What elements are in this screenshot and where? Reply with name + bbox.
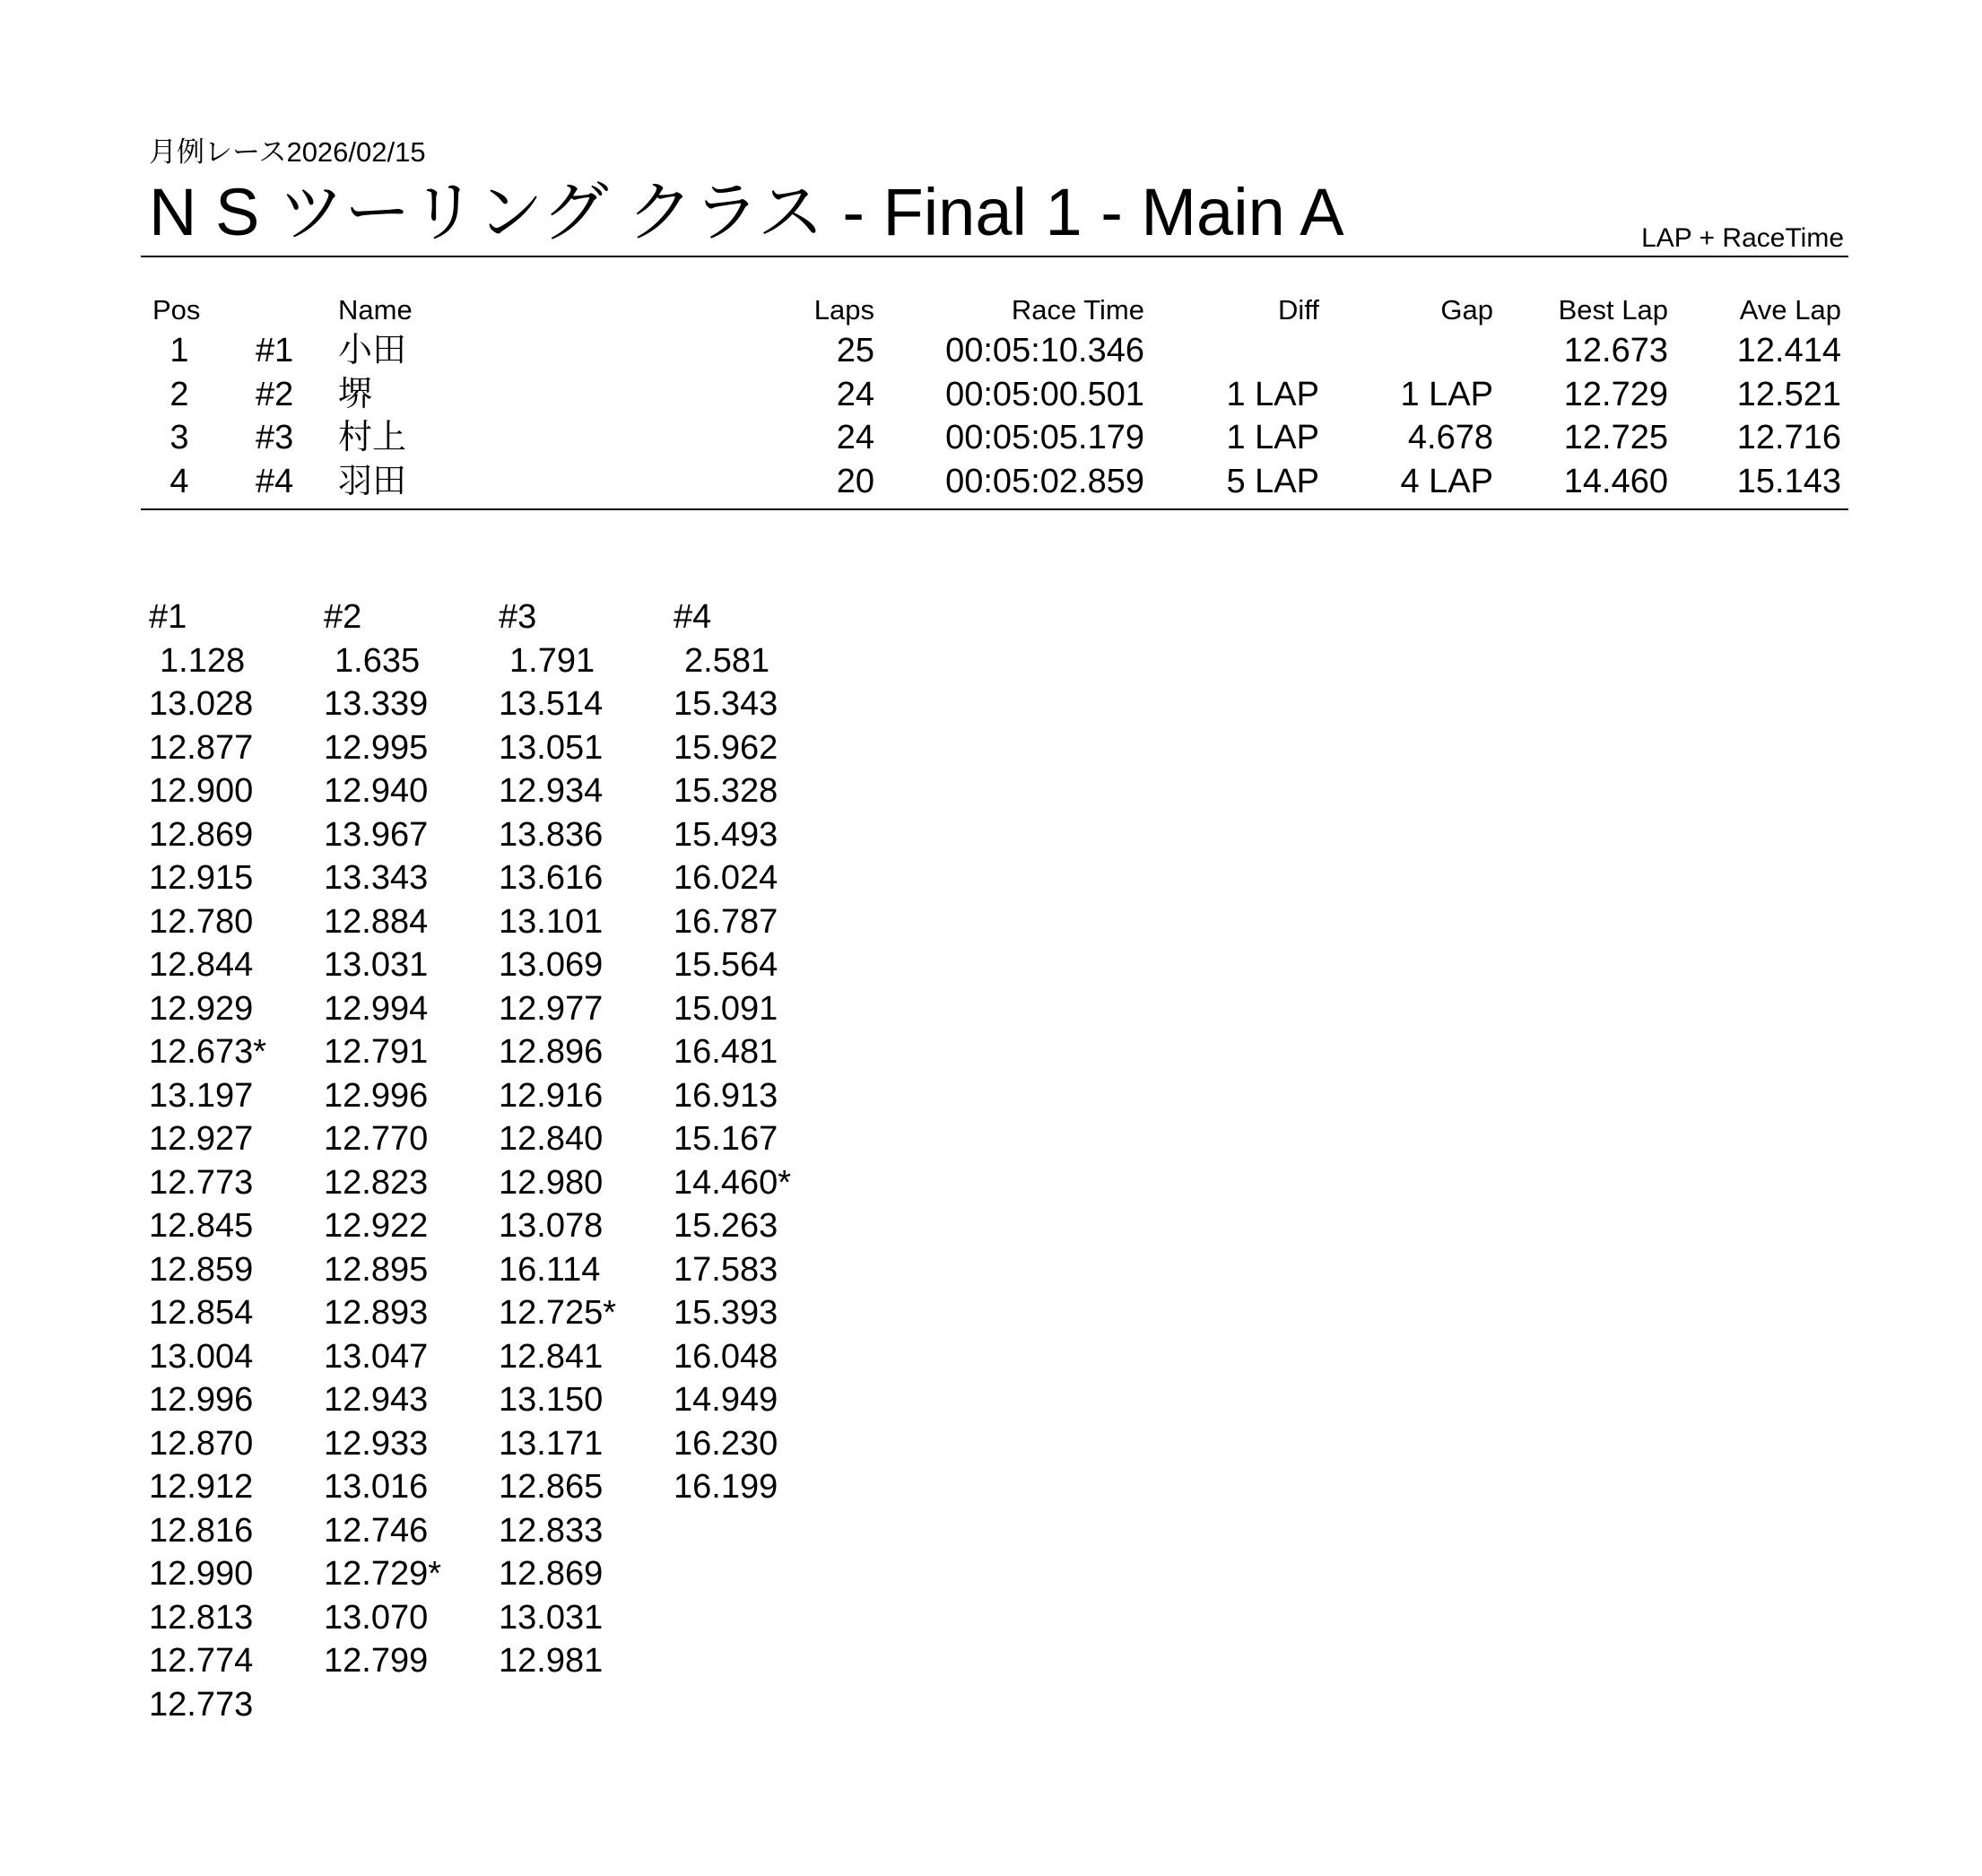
lap-time: 12.990 bbox=[149, 1555, 254, 1593]
result-number: #2 bbox=[256, 375, 294, 413]
result-number: #1 bbox=[256, 332, 294, 369]
lap-column bbox=[674, 595, 835, 1509]
lap-time: 12.981 bbox=[499, 1642, 604, 1680]
lap-time: 16.199 bbox=[674, 1468, 778, 1506]
lap-time: 13.047 bbox=[324, 1337, 429, 1376]
lap-time: 12.915 bbox=[149, 859, 254, 897]
lap-time: 12.995 bbox=[324, 728, 429, 767]
lap-time: 12.845 bbox=[149, 1207, 254, 1245]
lap-time: 12.813 bbox=[149, 1598, 254, 1637]
result-number: #4 bbox=[256, 462, 294, 500]
result-race-time: 00:05:00.501 bbox=[945, 375, 1144, 413]
result-name: 羽田 bbox=[338, 462, 407, 500]
lap-time: 12.844 bbox=[149, 946, 254, 984]
lap-time: 12.943 bbox=[324, 1381, 429, 1419]
column-header-laps: Laps bbox=[813, 294, 874, 326]
lap-time: 15.263 bbox=[674, 1207, 778, 1245]
lap-time: 15.393 bbox=[674, 1294, 778, 1332]
lap-time: 12.746 bbox=[324, 1511, 429, 1550]
result-laps: 24 bbox=[836, 375, 874, 413]
lap-time: 12.933 bbox=[324, 1424, 429, 1463]
lap-time: 16.230 bbox=[674, 1424, 778, 1463]
lap-time: 13.967 bbox=[324, 815, 429, 854]
table-row bbox=[141, 373, 1848, 417]
result-diff: 1 LAP bbox=[1226, 375, 1319, 413]
result-ave-lap: 12.716 bbox=[1736, 419, 1841, 456]
lap-time: 13.514 bbox=[499, 685, 604, 723]
result-laps: 20 bbox=[836, 462, 874, 500]
lap-time: 13.101 bbox=[499, 902, 604, 941]
result-pos: 3 bbox=[170, 419, 189, 456]
lap-time: 16.048 bbox=[674, 1337, 778, 1376]
lap-time: 12.922 bbox=[324, 1207, 429, 1245]
result-ave-lap: 12.521 bbox=[1736, 375, 1841, 413]
mode-label: LAP + RaceTime bbox=[1641, 223, 1844, 253]
lap-time: 12.877 bbox=[149, 728, 254, 767]
lap-time: 14.949 bbox=[674, 1381, 778, 1419]
lap-time: 12.729* bbox=[324, 1555, 442, 1593]
result-race-time: 00:05:02.859 bbox=[945, 462, 1144, 500]
lap-time: 12.994 bbox=[324, 989, 429, 1028]
result-number: #3 bbox=[256, 419, 294, 456]
column-header-pos: Pos bbox=[152, 294, 201, 326]
result-diff: 1 LAP bbox=[1226, 419, 1319, 456]
lap-time: 15.564 bbox=[674, 946, 778, 984]
result-diff: 5 LAP bbox=[1226, 462, 1319, 500]
lap-time: 13.031 bbox=[499, 1598, 604, 1637]
lap-time: 12.893 bbox=[324, 1294, 429, 1332]
column-header-name: Name bbox=[338, 294, 413, 326]
lap-time: 15.493 bbox=[674, 815, 778, 854]
lap-time: 13.031 bbox=[324, 946, 429, 984]
lap-column-header: #1 bbox=[149, 598, 187, 636]
table-row bbox=[141, 416, 1848, 460]
lap-time: 1.791 bbox=[509, 641, 595, 680]
lap-time: 13.051 bbox=[499, 728, 604, 767]
results-divider bbox=[141, 508, 1848, 510]
lap-time: 16.913 bbox=[674, 1076, 778, 1115]
column-header-best-lap: Best Lap bbox=[1558, 294, 1668, 326]
lap-time: 1.128 bbox=[160, 641, 246, 680]
lap-time: 13.150 bbox=[499, 1381, 604, 1419]
lap-time: 12.840 bbox=[499, 1120, 604, 1158]
lap-time: 15.328 bbox=[674, 772, 778, 810]
lap-time: 12.884 bbox=[324, 902, 429, 941]
lap-column-header: #2 bbox=[324, 598, 362, 636]
lap-time: 12.780 bbox=[149, 902, 254, 941]
lap-time: 12.791 bbox=[324, 1033, 429, 1071]
lap-time: 12.841 bbox=[499, 1337, 604, 1376]
lap-time: 12.996 bbox=[324, 1076, 429, 1115]
page-title: N S ツーリング クラス - Final 1 - Main A bbox=[149, 175, 1344, 249]
result-name: 堺 bbox=[338, 375, 373, 413]
result-best-lap: 12.725 bbox=[1563, 419, 1668, 456]
result-pos: 4 bbox=[170, 462, 189, 500]
lap-time: 13.343 bbox=[324, 859, 429, 897]
result-laps: 24 bbox=[836, 419, 874, 456]
result-best-lap: 12.729 bbox=[1563, 375, 1668, 413]
lap-time: 12.673* bbox=[149, 1033, 267, 1071]
lap-column bbox=[149, 595, 310, 1726]
column-header-diff: Diff bbox=[1278, 294, 1319, 326]
lap-time: 12.940 bbox=[324, 772, 429, 810]
lap-time: 12.799 bbox=[324, 1642, 429, 1680]
lap-time: 13.616 bbox=[499, 859, 604, 897]
lap-time: 16.481 bbox=[674, 1033, 778, 1071]
lap-time: 13.171 bbox=[499, 1424, 604, 1463]
result-race-time: 00:05:10.346 bbox=[945, 332, 1144, 369]
lap-time: 12.912 bbox=[149, 1468, 254, 1506]
result-laps: 25 bbox=[836, 332, 874, 369]
lap-time: 12.916 bbox=[499, 1076, 604, 1115]
table-row bbox=[141, 329, 1848, 373]
lap-time: 12.934 bbox=[499, 772, 604, 810]
lap-time: 14.460* bbox=[674, 1163, 792, 1202]
lap-time: 15.343 bbox=[674, 685, 778, 723]
column-header-gap: Gap bbox=[1440, 294, 1493, 326]
lap-time: 12.773 bbox=[149, 1685, 254, 1724]
lap-time: 12.980 bbox=[499, 1163, 604, 1202]
lap-time: 12.770 bbox=[324, 1120, 429, 1158]
column-header-race-time: Race Time bbox=[1011, 294, 1144, 326]
lap-time: 12.927 bbox=[149, 1120, 254, 1158]
results-table bbox=[141, 291, 1848, 503]
lap-time: 15.091 bbox=[674, 989, 778, 1028]
lap-time: 13.836 bbox=[499, 815, 604, 854]
lap-time: 13.028 bbox=[149, 685, 254, 723]
lap-column bbox=[324, 595, 485, 1683]
result-best-lap: 14.460 bbox=[1563, 462, 1668, 500]
lap-time: 12.895 bbox=[324, 1250, 429, 1289]
lap-time: 12.869 bbox=[149, 815, 254, 854]
lap-time: 15.167 bbox=[674, 1120, 778, 1158]
lap-time: 16.787 bbox=[674, 902, 778, 941]
lap-time: 13.070 bbox=[324, 1598, 429, 1637]
lap-time: 13.339 bbox=[324, 685, 429, 723]
lap-time: 12.833 bbox=[499, 1511, 604, 1550]
lap-column-header: #3 bbox=[499, 598, 537, 636]
lap-time: 15.962 bbox=[674, 728, 778, 767]
result-pos: 2 bbox=[170, 375, 189, 413]
lap-time: 12.725* bbox=[499, 1294, 617, 1332]
lap-time: 2.581 bbox=[684, 641, 770, 680]
lap-time: 12.774 bbox=[149, 1642, 254, 1680]
result-ave-lap: 12.414 bbox=[1736, 332, 1841, 369]
lap-time: 16.024 bbox=[674, 859, 778, 897]
lap-time: 12.900 bbox=[149, 772, 254, 810]
lap-time: 12.854 bbox=[149, 1294, 254, 1332]
lap-time: 12.929 bbox=[149, 989, 254, 1028]
lap-time: 12.996 bbox=[149, 1381, 254, 1419]
event-subtitle: 月例レース2026/02/15 bbox=[149, 136, 426, 168]
table-row bbox=[141, 460, 1848, 504]
result-name: 村上 bbox=[338, 419, 407, 456]
lap-time: 1.635 bbox=[335, 641, 421, 680]
result-gap: 4.678 bbox=[1407, 419, 1493, 456]
lap-column-header: #4 bbox=[674, 598, 712, 636]
result-ave-lap: 15.143 bbox=[1736, 462, 1841, 500]
column-header-ave-lap: Ave Lap bbox=[1739, 294, 1841, 326]
lap-time: 12.977 bbox=[499, 989, 604, 1028]
result-best-lap: 12.673 bbox=[1563, 332, 1668, 369]
result-race-time: 00:05:05.179 bbox=[945, 419, 1144, 456]
lap-time: 12.773 bbox=[149, 1163, 254, 1202]
lap-time: 12.859 bbox=[149, 1250, 254, 1289]
lap-time: 17.583 bbox=[674, 1250, 778, 1289]
result-pos: 1 bbox=[170, 332, 189, 369]
lap-time: 12.896 bbox=[499, 1033, 604, 1071]
lap-time: 16.114 bbox=[499, 1250, 601, 1289]
lap-time: 13.069 bbox=[499, 946, 604, 984]
header-divider bbox=[141, 256, 1848, 257]
lap-time: 12.823 bbox=[324, 1163, 429, 1202]
result-gap: 4 LAP bbox=[1400, 462, 1493, 500]
results-header-row bbox=[141, 291, 1848, 329]
result-gap: 1 LAP bbox=[1400, 375, 1493, 413]
lap-time: 12.869 bbox=[499, 1555, 604, 1593]
lap-time: 13.004 bbox=[149, 1337, 254, 1376]
lap-time: 13.016 bbox=[324, 1468, 429, 1506]
lap-time: 12.870 bbox=[149, 1424, 254, 1463]
result-name: 小田 bbox=[338, 332, 407, 369]
lap-time: 12.816 bbox=[149, 1511, 254, 1550]
lap-column bbox=[499, 595, 660, 1683]
lap-time: 13.197 bbox=[149, 1076, 254, 1115]
lap-time: 13.078 bbox=[499, 1207, 604, 1245]
lap-time: 12.865 bbox=[499, 1468, 604, 1506]
